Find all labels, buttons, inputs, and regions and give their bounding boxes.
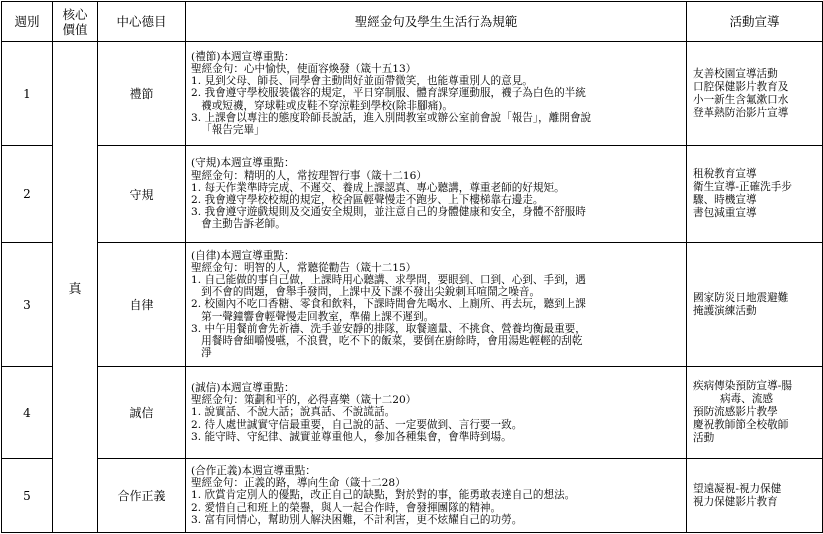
- week-number: 1: [2, 42, 53, 146]
- activity-line: 預防流感影片教學: [693, 406, 778, 418]
- norm-line: (守規)本週宣導重點：: [191, 157, 295, 170]
- weekly-character-education-table: [1, 1, 823, 533]
- norm-line: 1. 見到父母、師長、同學會主動問好並面帶微笑，也能尊重別人的意見。: [191, 75, 533, 88]
- activity-line: 疾病傳染預防宣導-腸: [693, 380, 792, 392]
- norm-line: 3. 我會遵守遊戲規則及交通安全規則，並注意自己的身體健康和安全，身體不舒服時: [191, 206, 586, 219]
- core-value: 真: [53, 42, 98, 533]
- table-body: [2, 42, 823, 533]
- table-row: [2, 42, 823, 146]
- week-number: 5: [2, 459, 53, 533]
- norm-line: 3. 富有同情心，幫助別人解決困難，不計利害，更不炫耀自己的功勞。: [191, 513, 523, 526]
- header-core-line-1: 核心: [62, 6, 88, 22]
- norm-line: (誠信)本週宣導重點：: [191, 381, 295, 394]
- virtue-name: 自律: [98, 243, 186, 367]
- activity-line: 望遠凝視-視力保健: [693, 482, 782, 495]
- activity-line: 國家防災日地震避難: [693, 291, 789, 304]
- week-number: 2: [2, 146, 53, 243]
- norm-line: 聖經金句：精明的人，常按理智行事（箴十二16）: [191, 169, 427, 182]
- behavior-norms: [186, 243, 687, 367]
- norm-line: 襪或短襪，穿球鞋或皮鞋不穿涼鞋到學校(除非腳痛)。: [191, 99, 454, 112]
- header-row: [2, 2, 823, 42]
- activity-list: [687, 367, 823, 459]
- header-core-value: [53, 2, 98, 42]
- behavior-norms: [186, 146, 687, 243]
- week-number: 3: [2, 243, 53, 367]
- norm-line: 聖經金句：正義的路，導向生命（箴十二28）: [191, 477, 406, 490]
- activity-list: [687, 146, 823, 243]
- activity-line: 衛生宣導-正確洗手步: [693, 181, 792, 193]
- header-activity: 活動宣導: [687, 2, 823, 42]
- activity-line: 口腔保健影片教育及: [693, 80, 789, 93]
- header-core-line-2: 價值: [62, 21, 88, 37]
- behavior-norms: [186, 367, 687, 459]
- header-week: 週別: [2, 2, 53, 42]
- norm-line: 聖經金句：明智的人，常聽從勸告（箴十二15）: [191, 261, 417, 274]
- norm-line: 用餐時會細嚼慢嚥，不浪費，吃不下的飯菜，要倒在廚餘時，會用湯匙輕輕的刮乾: [191, 335, 583, 347]
- norm-line: 2. 我會遵守學校校規的規定，校舍區輕聲慢走不跑步、上下樓梯靠右邊走。: [191, 194, 544, 206]
- activity-list: [687, 459, 823, 533]
- table-row: [2, 243, 823, 367]
- activity-list: [687, 42, 823, 146]
- norm-line: 2. 待人處世誠實守信最重要，自己說的話、一定要做到、言行要一致。: [191, 418, 523, 431]
- norm-line: 2. 愛惜自己和班上的榮譽，與人一起合作時，會發揮團隊的精神。: [191, 501, 502, 514]
- norm-line: 3. 中午用餐前會先祈禱、洗手並安靜的排隊，取餐適量、不挑食、營養均衡最重要，: [191, 322, 586, 335]
- norm-line: 3. 上課會以專注的態度聆師長說話，進入別間教室或辦公室前會說「報告」，離開會說: [191, 111, 592, 124]
- table-row: [2, 459, 823, 533]
- norm-line: 1. 說實話、不說大話；說真話、不說謊話。: [191, 406, 396, 419]
- virtue-name: 禮節: [98, 42, 186, 146]
- norm-line: 聖經金句：心中愉快，使面容煥發（箴十五13）: [191, 62, 417, 75]
- activity-line: 病毒、流感: [693, 393, 773, 405]
- norm-line: 2. 我會遵守學校服裝儀容的規定，平日穿制服、體育課穿運動服，襪子為白色的半統: [191, 87, 586, 100]
- activity-line: 慶祝教師節全校敬師: [693, 419, 789, 431]
- norm-line: 「報告完畢」: [191, 124, 265, 136]
- activity-line: 視力保健影片教育: [693, 495, 778, 508]
- norm-line: 第一聲鐘響會輕聲慢走回教室，準備上課不遲到。: [191, 310, 435, 323]
- activity-list: [687, 243, 823, 367]
- activity-line: 活動: [693, 432, 715, 444]
- norm-line: (合作正義)本週宣導重點：: [191, 464, 316, 477]
- norm-line: 聖經金句：策劃和平的，必得喜樂（箴十二20）: [191, 394, 417, 407]
- activity-line: 友善校園宣導活動: [693, 67, 778, 80]
- virtue-name: 誠信: [98, 367, 186, 459]
- behavior-norms: [186, 459, 687, 533]
- virtue-name: 守規: [98, 146, 186, 243]
- activity-line: 書包減重宣導: [693, 207, 757, 219]
- activity-line: 掩護演練活動: [693, 304, 757, 317]
- table-row: [2, 146, 823, 243]
- norm-line: 2. 校園內不吃口香糖、零食和飲料，下課時間會先喝水、上廁所、再去玩，聽到上課: [191, 298, 586, 311]
- norm-line: 1. 欣賞肯定別人的優點，改正自己的缺點，對於對的事，能勇敢表達自己的想法。: [191, 489, 576, 502]
- norm-line: 3. 能守時、守紀律、誠實並尊重他人，參加各種集會，會準時到場。: [191, 430, 512, 443]
- week-number: 4: [2, 367, 53, 459]
- norm-line: (禮節)本週宣導重點：: [191, 50, 295, 63]
- norm-line: 淨: [191, 347, 212, 360]
- norm-line: (自律)本週宣導重點：: [191, 249, 295, 262]
- table-row: [2, 367, 823, 459]
- header-virtue: 中心德目: [98, 2, 186, 42]
- activity-line: 驟、時機宣導: [693, 194, 757, 206]
- norm-line: 會主動告訴老師。: [191, 218, 286, 231]
- norm-line: 1. 每天作業準時完成、不遲交、養成上課認真、專心聽講，尊重老師的好規矩。: [191, 181, 565, 194]
- activity-line: 小一新生含氟漱口水: [693, 93, 789, 106]
- header-norms: 聖經金句及學生生活行為規範: [186, 2, 687, 42]
- norm-line: 1. 自己能做的事自己做，上課時用心聽講、求學問，要眼到、口到、心到、手到，遇: [191, 273, 586, 286]
- norm-line: 到不會的問題，會舉手發問，上課中及下課不發出尖銳刺耳喧鬧之噪音。: [191, 286, 541, 299]
- activity-line: 登革熱防治影片宣導: [693, 106, 789, 119]
- behavior-norms: [186, 42, 687, 146]
- activity-line: 租稅教育宣導: [693, 168, 757, 180]
- virtue-name: 合作正義: [98, 459, 186, 533]
